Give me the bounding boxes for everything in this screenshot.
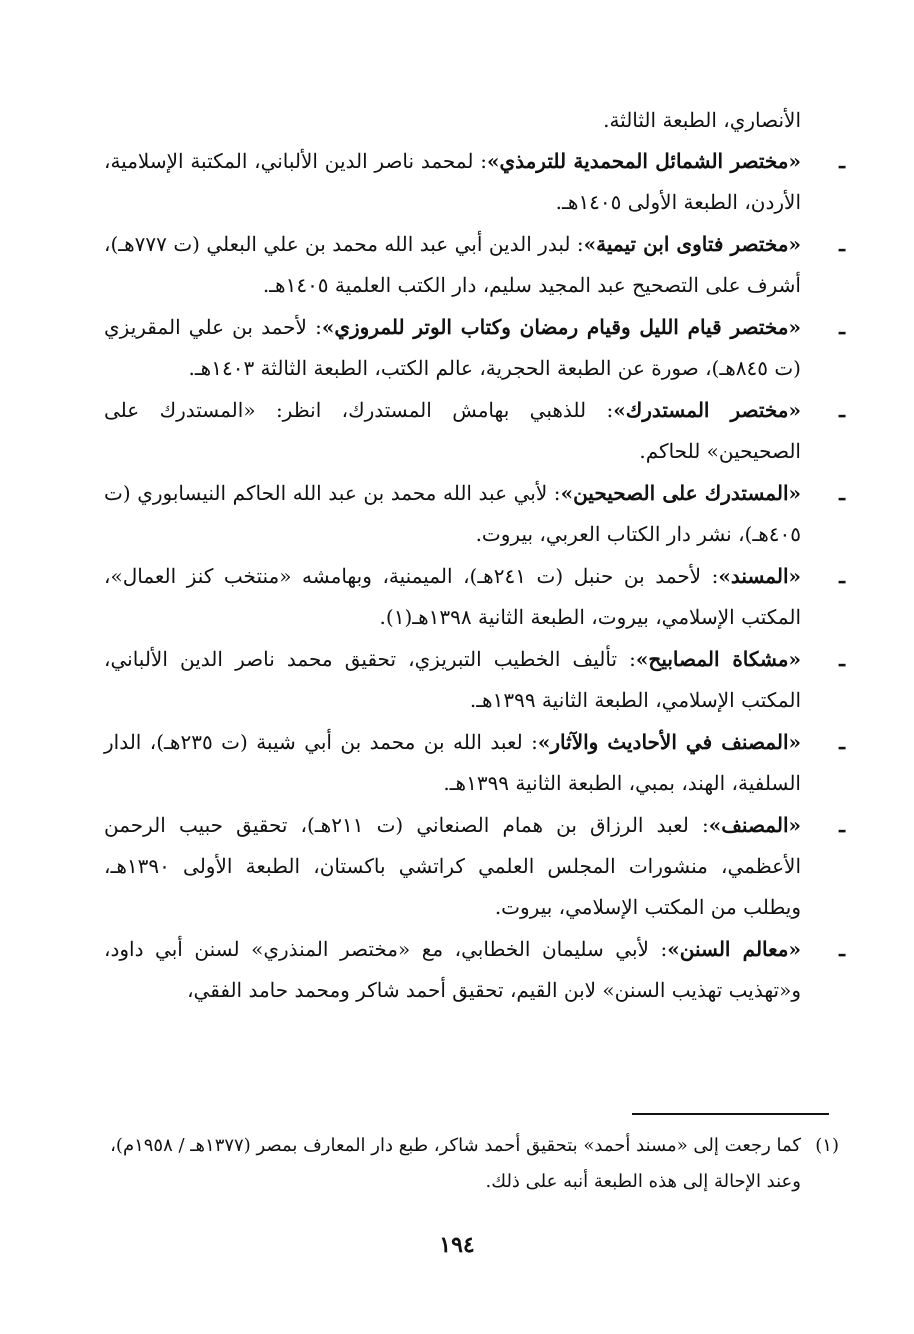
entry-dash: ـ	[839, 564, 845, 588]
entry-title: «مختصر قيام الليل وقيام رمضان وكتاب الوتر للمروزي»	[321, 315, 801, 339]
entry-title: «المستدرك على الصحيحين»	[560, 481, 801, 505]
entry-text: : لعبد الله بن محمد بن أبي شيبة (ت ٢٣٥هـ)، الدار السلفية، الهند، بمبي، الطبعة الثانية ١٣٩٩هـ.	[104, 730, 801, 795]
entry-dash: ـ	[839, 647, 845, 671]
entry-title: «المصنف في الأحاديث والآثار»	[537, 730, 801, 754]
entry-title: «المسند»	[718, 564, 801, 588]
bibliography-entry	[104, 141, 845, 223]
entry-dash: ـ	[839, 149, 845, 173]
entry-text: : تأليف الخطيب التبريزي، تحقيق محمد ناصر الدين الألباني، المكتب الإسلامي، الطبعة الثانية ١٣٩٩هـ.	[104, 647, 801, 712]
entry-dash: ـ	[839, 398, 845, 422]
entry-title: «مختصر المستدرك»	[613, 398, 802, 422]
bibliography-entry	[104, 390, 845, 472]
entry-text: : للذهبي بهامش المستدرك، انظر: «المستدرك على الصحيحين» للحاكم.	[104, 398, 801, 463]
footnotes	[104, 1128, 839, 1200]
entry-text: : لأحمد بن حنبل (ت ٢٤١هـ)، الميمنية، وبهامشه «منتخب كنز العمال»، المكتب الإسلامي، بيروت، الطبعة الثانية ١٣٩٨هـ(١).	[104, 564, 801, 629]
footnote-text: كما رجعت إلى «مسند أحمد» بتحقيق أحمد شاكر، طبع دار المعارف بمصر (١٣٧٧هـ / ١٩٥٨م)، وعند الإحالة إلى هذه الطبعة أنبه على ذلك.	[110, 1135, 801, 1192]
entry-title: «معالم السنن»	[667, 937, 801, 961]
continuation-line: الأنصاري، الطبعة الثالثة.	[603, 108, 801, 132]
entry-dash: ـ	[839, 813, 845, 837]
entry-title: «مختصر الشمائل المحمدية للترمذي»	[486, 149, 801, 173]
entry-text: : لأحمد بن علي المقريزي (ت ٨٤٥هـ)، صورة عن الطبعة الحجرية، عالم الكتب، الطبعة الثالثة ١٤٠٣هـ.	[104, 315, 801, 380]
footnote	[104, 1128, 839, 1200]
bibliography-entry	[104, 722, 845, 804]
entry-text: : لأبي عبد الله محمد بن عبد الله الحاكم النيسابوري (ت ٤٠٥هـ)، نشر دار الكتاب العربي، بيروت.	[104, 481, 801, 546]
entry-title: «المصنف»	[708, 813, 802, 837]
bibliography-entry	[104, 307, 845, 389]
footnote-divider	[632, 1113, 829, 1115]
bibliography-entry	[104, 639, 845, 721]
bibliography-entry	[104, 224, 845, 306]
entry-text: : لمحمد ناصر الدين الألباني، المكتبة الإسلامية، الأردن، الطبعة الأولى ١٤٠٥هـ.	[104, 149, 801, 214]
entry-dash: ـ	[839, 937, 845, 961]
footnote-marker: (١)	[815, 1135, 839, 1156]
page-number: ١٩٤	[439, 1232, 475, 1258]
bibliography-entry	[104, 473, 845, 555]
bibliography-entry	[104, 805, 845, 928]
entry-text: : لعبد الرزاق بن همام الصنعاني (ت ٢١١هـ)، تحقيق حبيب الرحمن الأعظمي، منشورات المجلس العلمي كراتشي باكستان، الطبعة الأولى ١٣٩٠هـ، ويطلب من المكتب الإسلامي، بيروت.	[104, 813, 801, 919]
bibliography-entry	[104, 556, 845, 638]
entry-title: «مشكاة المصابيح»	[635, 647, 801, 671]
entry-dash: ـ	[839, 730, 845, 754]
entry-title: «مختصر فتاوى ابن تيمية»	[583, 232, 801, 256]
entry-dash: ـ	[839, 315, 845, 339]
entry-dash: ـ	[839, 481, 845, 505]
main-text	[104, 100, 845, 1012]
entry-dash: ـ	[839, 232, 845, 256]
bibliography-entry	[104, 929, 845, 1011]
entry-text: : لبدر الدين أبي عبد الله محمد بن علي البعلي (ت ٧٧٧هـ)، أشرف على التصحيح عبد المجيد سليم، دار الكتب العلمية ١٤٠٥هـ.	[104, 232, 801, 297]
entry-text: : لأبي سليمان الخطابي، مع «مختصر المنذري» لسنن أبي داود، و«تهذيب تهذيب السنن» لابن القيم، تحقيق أحمد شاكر ومحمد حامد الفقي،	[104, 937, 801, 1002]
